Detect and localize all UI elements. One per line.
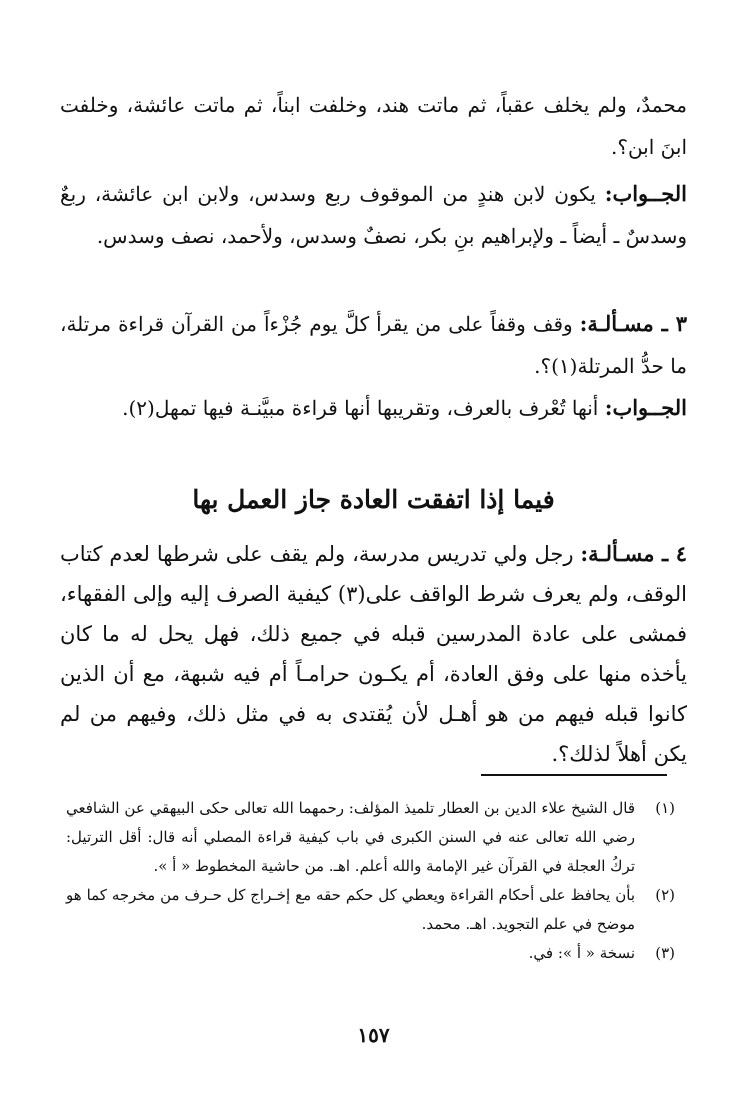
answer-paragraph bbox=[60, 387, 687, 429]
footnote-number: (٢) bbox=[655, 886, 675, 904]
question-paragraph bbox=[60, 303, 687, 387]
footnote-text: نسخة « أ »: في. bbox=[528, 944, 635, 962]
answer-text: أنها تُعْرف بالعرف، وتقريبها أنها قراءة مبيَّنـة فيها تمهل(٢). bbox=[122, 396, 599, 420]
question-label: ٣ ـ مسـألـة: bbox=[579, 311, 687, 336]
footnotes bbox=[66, 794, 675, 968]
footnote bbox=[66, 794, 675, 881]
footnote-number: (١) bbox=[655, 799, 675, 817]
page-number: ١٥٧ bbox=[357, 1023, 390, 1047]
footnote-text: بأن يحافظ على أحكام القراءة ويعطي كل حكم حقه مع إخـراج كل حـرف من مخرجه كما هو موضح في علم التجويد. اهـ. محمد. bbox=[66, 886, 635, 933]
answer-text: يكون لابن هندٍ من الموقوف ربع وسدس، ولابن ابن عائشة، ربعٌ وسدسٌ ـ أيضاً ـ ولإبراهيم بنِ بكر، نصفٌ وسدس، ولأحمد، نصف وسدس. bbox=[60, 182, 687, 248]
question-text: رجل ولي تدريس مدرسة، ولم يقف على شرطها لعدم كتاب الوقف، ولم يعرف شرط الواقف على(٣) كيفية الصرف إليه وإلى الفقهاء، فمشى على عادة المدرسين قبله في جميع ذلك، فهل يحل له ما كان يأخذه منها على وفق العادة، أم يكـون حرامـاً أم فيه شبهة، مع أن الذين كانوا قبله فيهم من هو أهـل لأن يُقتدى به في مثل ذلك، وفيهم من لم يكن أهلاً لذلك؟. bbox=[60, 542, 687, 766]
footnote-number: (٣) bbox=[655, 944, 675, 962]
footnote-text: قال الشيخ علاء الدين بن العطار تلميذ المؤلف: رحمهما الله تعالى حكى البيهقي عن الشافعي رضي الله تعالى عنه في السنن الكبرى في باب كيفية قراءة المصلي أنه قال: أقل الترتيل: تركُ العجلة في القرآن غير الإمامة والله أعلم. اهـ. من حاشية المخطوط « أ ». bbox=[66, 799, 635, 875]
paragraph-text: محمدٌ، ولم يخلف عقباً، ثم ماتت هند، وخلفت ابناً، ثم ماتت عائشة، وخلفت ابنَ ابن؟. bbox=[60, 93, 687, 159]
answer-paragraph bbox=[60, 173, 687, 257]
question-label: ٤ ـ مسـألـة: bbox=[580, 541, 688, 566]
question-paragraph bbox=[60, 534, 687, 774]
question-text: وقف وقفاً على من يقرأ كلَّ يوم جُزْءاً من القرآن قراءة مرتلة، ما حدُّ المرتلة(١)؟. bbox=[60, 312, 687, 378]
answer-label: الجــواب: bbox=[604, 395, 687, 420]
answer-label: الجــواب: bbox=[604, 181, 688, 206]
footnote-divider bbox=[481, 774, 667, 776]
section-heading: فيما إذا اتفقت العادة جاز العمل بها bbox=[192, 485, 555, 514]
question-text-continued bbox=[60, 84, 687, 168]
footnote bbox=[66, 939, 675, 968]
footnote bbox=[66, 881, 675, 939]
